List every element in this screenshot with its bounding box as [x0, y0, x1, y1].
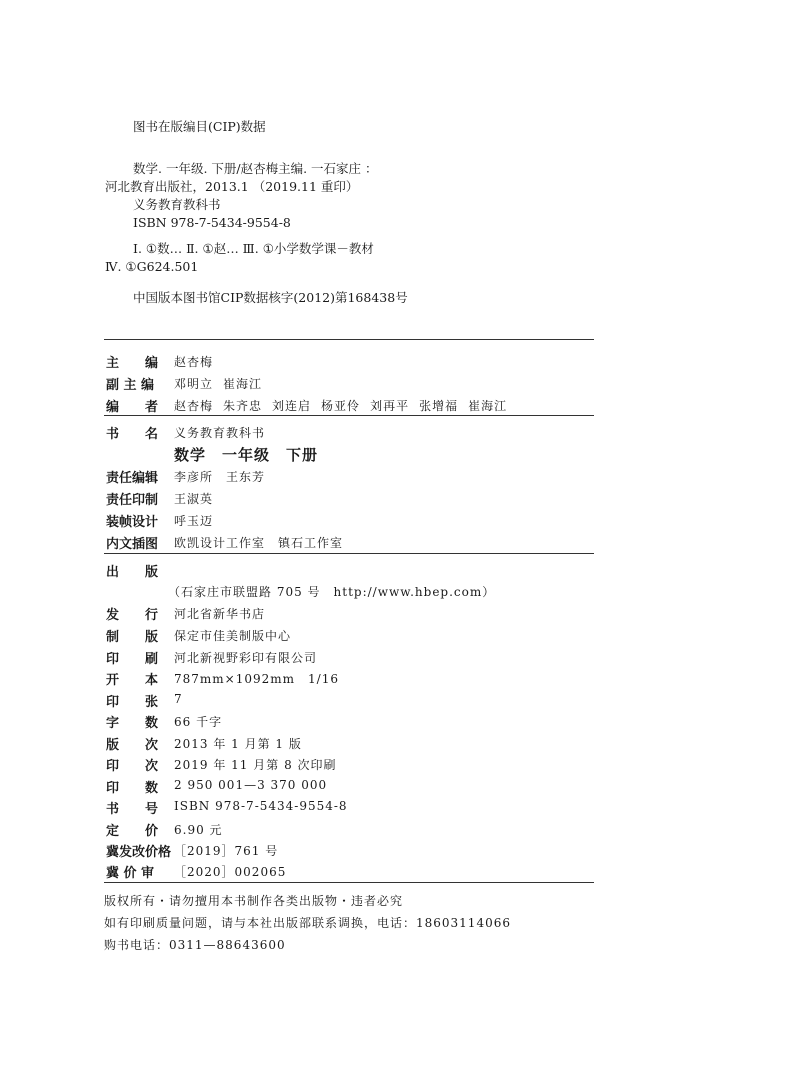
order-phone: 购书电话：0311—88643600: [104, 938, 286, 952]
detail-label-sheets: 印 张: [106, 695, 159, 710]
book-title: 数学 一年级 下册: [174, 446, 319, 464]
editor-label-compilers: 编 者: [106, 400, 159, 415]
detail-label-price: 定 价: [106, 824, 159, 839]
detail-label-price-approval: 冀发改价格: [106, 845, 172, 860]
detail-value-price-review: ［2020］002065: [174, 865, 287, 879]
cip-record-number: 中国版本图书馆CIP数据核字(2012)第168438号: [133, 290, 408, 305]
detail-value-isbn: ISBN 978-7-5434-9554-8: [174, 799, 348, 813]
detail-label-distribution: 发 行: [106, 608, 159, 623]
detail-value-distribution: 河北省新华书店: [174, 607, 266, 621]
editor-label-chief: 主 编: [106, 356, 159, 371]
detail-label-plate: 制 版: [106, 630, 159, 645]
editor-label-deputy: 副 主 编: [106, 378, 155, 393]
detail-label-isbn: 书 号: [106, 802, 159, 817]
detail-label-printer: 印 刷: [106, 652, 159, 667]
publisher-address: （石家庄市联盟路 705 号 http://www.hbep.com）: [168, 585, 496, 599]
publisher-label: 出 版: [106, 565, 159, 580]
divider-4: [104, 882, 594, 883]
book-name-label: 书 名: [106, 427, 159, 442]
cip-class-number: Ⅳ. ①G624.501: [105, 259, 199, 274]
staff-value-illustration: 欧凯设计工作室 镇石工作室: [174, 536, 344, 550]
cip-line-1: 数学. 一年级. 下册/赵杏梅主编. 一石家庄 ：: [133, 161, 378, 176]
detail-value-format: 787mm×1092mm 1/16: [174, 672, 339, 686]
cip-classification: Ⅰ. ①数… Ⅱ. ①赵… Ⅲ. ①小学数学课－教材: [133, 241, 374, 256]
editor-names-chief: 赵杏梅: [174, 355, 214, 369]
book-series: 义务教育教科书: [174, 426, 266, 440]
copyright-notice: 版权所有・请勿擅用本书制作各类出版物・违者必究: [104, 894, 404, 908]
detail-value-printer: 河北新视野彩印有限公司: [174, 651, 318, 665]
detail-label-price-review: 冀 价 审: [106, 866, 155, 881]
quality-contact: 如有印刷质量问题，请与本社出版部联系调换，电话：18603114066: [104, 916, 511, 930]
detail-value-print-run: 2 950 001—3 370 000: [174, 778, 328, 792]
detail-label-print-run: 印 数: [106, 781, 159, 796]
detail-value-price: 6.90 元: [174, 823, 223, 837]
divider-2: [104, 415, 594, 416]
staff-label-illustration: 内文插图: [106, 537, 159, 552]
detail-label-edition: 版 次: [106, 738, 159, 753]
staff-label-editor: 责任编辑: [106, 471, 159, 486]
detail-label-format: 开 本: [106, 673, 159, 688]
detail-value-sheets: 7: [174, 692, 183, 706]
detail-label-impression: 印 次: [106, 759, 159, 774]
staff-value-editor: 李彦所 王东芳: [174, 470, 266, 484]
divider-1: [104, 339, 594, 340]
detail-value-word-count: 66 千字: [174, 715, 223, 729]
staff-label-design: 装帧设计: [106, 515, 159, 530]
cip-line-2: 河北教育出版社，2013.1 （2019.11 重印）: [105, 179, 359, 194]
staff-value-printing: 王淑英: [174, 492, 214, 506]
staff-label-printing: 责任印制: [106, 493, 159, 508]
cip-header: 图书在版编目(CIP)数据: [133, 119, 266, 134]
editor-names-compilers: 赵杏梅 朱齐忠 刘连启 杨亚伶 刘再平 张增福 崔海江: [174, 399, 508, 413]
staff-value-design: 呼玉迈: [174, 514, 214, 528]
detail-value-plate: 保定市佳美制版中心: [174, 629, 292, 643]
divider-3: [104, 553, 594, 554]
detail-value-impression: 2019 年 11 月第 8 次印刷: [174, 758, 337, 772]
cip-isbn: ISBN 978-7-5434-9554-8: [133, 215, 291, 230]
detail-label-word-count: 字 数: [106, 716, 159, 731]
detail-value-edition: 2013 年 1 月第 1 版: [174, 737, 302, 751]
detail-value-price-approval: ［2019］761 号: [174, 844, 279, 858]
cip-line-3: 义务教育教科书: [133, 197, 221, 212]
editor-names-deputy: 邓明立 崔海江: [174, 377, 263, 391]
